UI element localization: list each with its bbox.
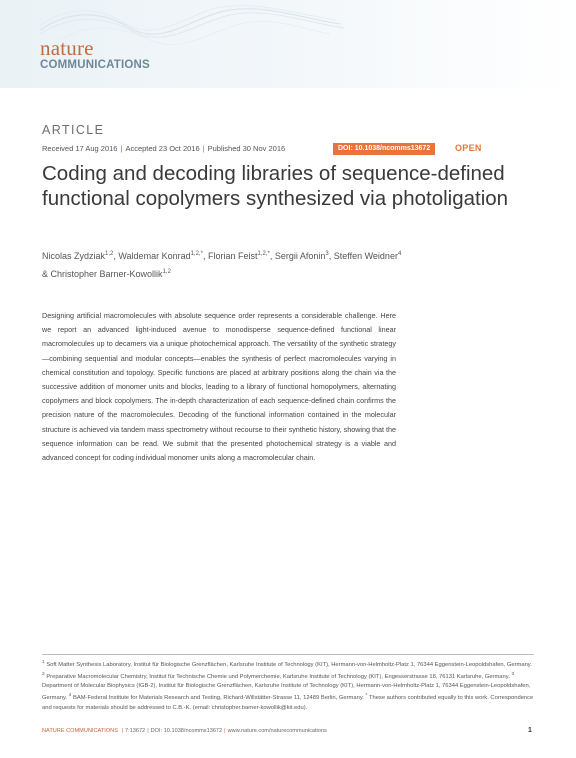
affiliation-sup: 3 — [511, 672, 515, 678]
author-name[interactable]: Steffen Weidner — [333, 251, 398, 261]
affiliations-block — [42, 658, 534, 713]
affiliation-text: BAM-Federal Institute for Materials Research and Testing, Richard-Willstätter-Strasse 11, 12489 Berlin, Germany. — [72, 695, 364, 702]
footer-issue: 7:13672 — [124, 728, 146, 734]
affiliation-text: Department of Molecular Biophysics (IGB-2), Institut für Biologische Grenzflächen, Karlsruhe Institute of Technology (KIT), Hermann-von-Helmholtz-Platz 1, 76344 Eggenstein-Leopoldshafen, Germany. — [42, 683, 531, 702]
journal-logo[interactable] — [40, 38, 150, 72]
affiliation-text: These authors contributed equally to this work. Correspondence and requests for materials should be addressed to C.B.-K. (email: christopher.barner-kowollik@kit.edu). — [42, 695, 534, 711]
author-name[interactable]: Florian Feist — [207, 251, 258, 261]
logo-communications-text: COMMUNICATIONS — [40, 59, 150, 71]
author-name[interactable]: Waldemar Konrad — [118, 251, 191, 261]
affiliation-sup: 2 — [42, 672, 45, 678]
section-label: ARTICLE — [42, 123, 105, 137]
author-affiliation-sup: 3 — [325, 251, 329, 257]
article-title: Coding and decoding libraries of sequence-defined functional copolymers synthesized via photoligation — [42, 162, 509, 210]
page-number: 1 — [528, 727, 532, 734]
affiliation-text: Preparative Macromolecular Chemistry, Institut für Technische Chemie und Polymerchemie, Karlsruhe Institute of Technology (KIT), Engesserstrasse 18, 76131 Karlsruhe, Germany. — [46, 674, 510, 681]
abstract-text: Designing artificial macromolecules with absolute sequence order represents a considerable challenge. Here we report an advanced light-induced avenue to monodisperse sequence-defined functional linear macromolecules up to decamers via a unique photochemical approach. The versatility of the synthetic strategy—combining sequential and modular concepts—enables the synthesis of perfect macromolecules varying in chemical constitution and topology. Specific functions are placed at arbitrary positions along the chain via the successive addition of monomer units and blocks, leading to a library of functional homopolymers, alternating copolymers and block copolymers. The in-depth characterization of each sequence-defined chain confirms the precision nature of the macromolecules. Decoding of the functional information contained in the molecular structure is achieved via tandem mass spectrometry without recourse to their synthetic history, showing that the sequence information can be read. We submit that the presented photochemical strategy is a viable and advanced concept for coding individual monomer units along a macromolecular chain. — [42, 311, 396, 463]
logo-nature-text: nature — [40, 36, 94, 60]
author-list: Nicolas Zydziak$^{1,2}$, Waldemar Konrad$^{1,2,*}$, Florian Feist$^{1,2,*}$, Sergii Afonin$^3$, Steffen Weidner$^4$ & Christopher Barner-Kowollik$^{1,2}$ — [42, 251, 402, 279]
published-date: Published 30 Nov 2016 — [207, 144, 286, 153]
affiliation-sup: * — [365, 693, 368, 699]
affiliation-sup: 1 — [42, 660, 45, 665]
footer-separator: | — [147, 728, 149, 734]
affiliation-text: Soft Matter Synthesis Laboratory, Institut für Biologische Grenzflächen, Karlsruhe Institute of Technology (KIT), Hermann-von-Helmholtz-Platz 1, 76344 Eggenstein-Leopoldshafen, Germany. — [46, 661, 532, 668]
author-affiliation-sup: 1,2 — [105, 251, 114, 257]
author-affiliation-sup: 1,2,* — [190, 251, 203, 257]
author-name[interactable]: Nicolas Zydziak — [42, 251, 106, 261]
article-dates — [42, 144, 285, 153]
footer-separator: | — [121, 728, 123, 734]
author-affiliation-sup: 4 — [397, 251, 402, 257]
footer-doi[interactable]: DOI: 10.1038/ncomms13672 — [150, 728, 223, 734]
accepted-date: Accepted 23 Oct 2016 — [125, 144, 200, 153]
doi-badge[interactable]: DOI: 10.1038/ncomms13672 — [333, 143, 435, 155]
footer-journal-name: NATURE COMMUNICATIONS — [42, 728, 118, 734]
author-affiliation-sup: 1,2,* — [257, 251, 270, 257]
footer-separator: | — [224, 728, 226, 734]
received-date: Received 17 Aug 2016 — [42, 144, 118, 153]
author-affiliation-sup: 1,2 — [162, 269, 171, 275]
date-separator: | — [202, 144, 205, 153]
open-access-label: OPEN — [455, 143, 482, 153]
footer-url[interactable]: www.nature.com/naturecommunications — [227, 728, 327, 734]
date-separator: | — [120, 144, 123, 153]
page-footer — [42, 728, 327, 734]
journal-header — [0, 0, 576, 88]
affiliations-divider — [42, 654, 534, 655]
affiliation-sup: 4 — [68, 693, 72, 699]
author-name[interactable]: Christopher Barner-Kowollik — [50, 269, 163, 279]
author-name[interactable]: Sergii Afonin — [274, 251, 326, 261]
